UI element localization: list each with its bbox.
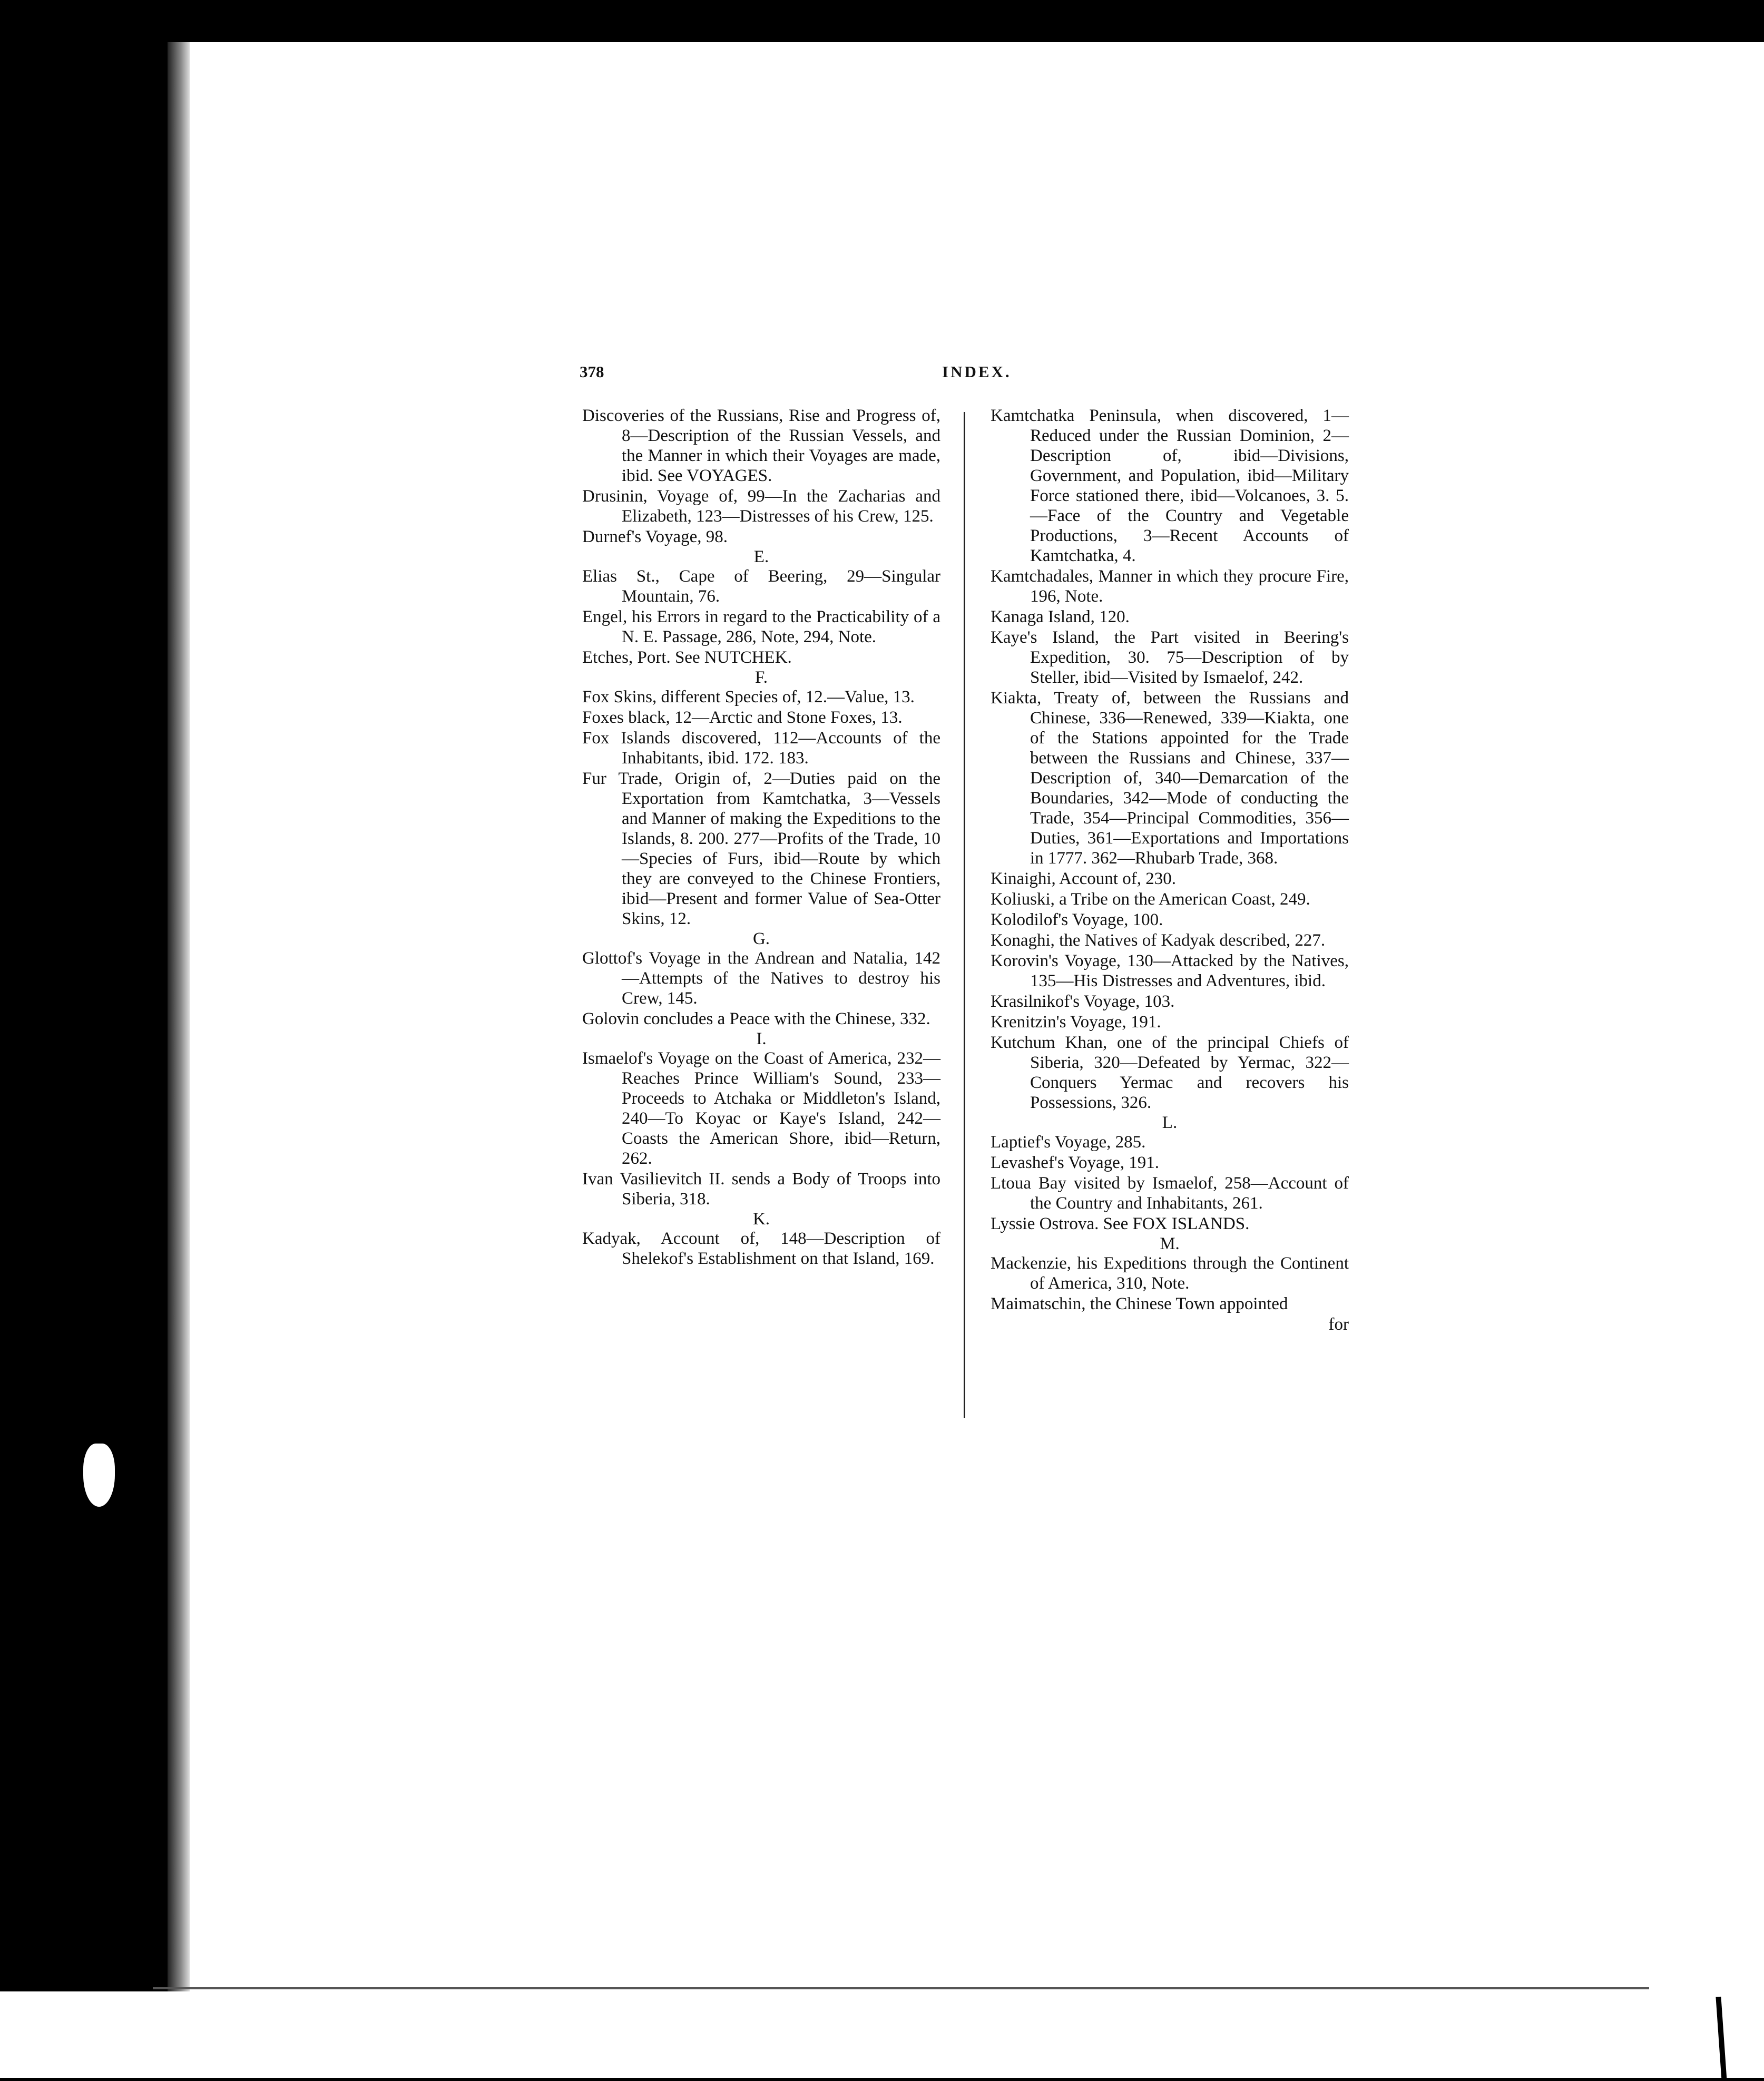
index-entry: Mackenzie, his Expeditions through the Continent of America, 310, Note. (991, 1254, 1349, 1293)
index-entry: Ismaelof's Voyage on the Coast of America, 232—Reaches Prince William's Sound, 233—Proceeds to Atchaka or Middleton's Island, 240—To Koyac or Kaye's Island, 242—Coasts the American Shore, ibid—Return, 262. (582, 1049, 940, 1168)
index-column-left (582, 406, 940, 1269)
section-letter: L. (1162, 1113, 1178, 1132)
bottom-margin-strip (0, 1991, 1764, 2078)
index-entry: Ivan Vasilievitch II. sends a Body of Troops into Siberia, 318. (582, 1170, 940, 1209)
index-entry: Koliuski, a Tribe on the American Coast, 249. (991, 890, 1310, 909)
index-entry: Konaghi, the Natives of Kadyak described, 227. (991, 931, 1326, 950)
index-entry: Ltoua Bay visited by Ismaelof, 258—Account of the Country and Inhabitants, 261. (991, 1174, 1349, 1213)
book-binding-edge (168, 42, 190, 1991)
index-entry: Drusinin, Voyage of, 99—In the Zacharias and Elizabeth, 123—Distresses of his Crew, 125. (582, 487, 940, 526)
index-entry: Fox Islands discovered, 112—Accounts of the Inhabitants, ibid. 172. 183. (582, 729, 940, 768)
index-entry: Fur Trade, Origin of, 2—Duties paid on the Exportation from Kamtchatka, 3—Vessels and Manner of making the Expeditions to the Islands, 8. 200. 277—Profits of the Trade, 10—Species of Furs, ibid—Route by which they are conveyed to the Chinese Frontiers, ibid—Present and former Value of Sea-Otter Skins, 12. (582, 769, 940, 928)
index-entry: Etches, Port. See NUTCHEK. (582, 648, 792, 667)
index-entry: Levashef's Voyage, 191. (991, 1153, 1159, 1172)
section-letter: F. (755, 668, 768, 687)
scan-artifact-blot (83, 1444, 115, 1507)
section-letter: K. (752, 1210, 770, 1229)
index-entry: Glottof's Voyage in the Andrean and Natalia, 142—Attempts of the Natives to destroy his Crew, 145. (582, 949, 940, 1008)
index-entry: Elias St., Cape of Beering, 29—Singular Mountain, 76. (582, 567, 940, 606)
index-entry: Lyssie Ostrova. See FOX ISLANDS. (991, 1214, 1250, 1233)
index-entry: Kaye's Island, the Part visited in Beering's Expedition, 30. 75—Description of by Steller, ibid—Visited by Ismaelof, 242. (991, 628, 1349, 687)
index-entry: Krasilnikof's Voyage, 103. (991, 992, 1175, 1011)
index-entry: Kiakta, Treaty of, between the Russians and Chinese, 336—Renewed, 339—Kiakta, one of the Stations appointed for the Trade between the Russians and Chinese, 337—Description of, 340—Demarcation of the Boundaries, 342—Mode of conducting the Trade, 354—Principal Commodities, 356—Duties, 361—Exportations and Importations in 1777. 362—Rhubarb Trade, 368. (991, 689, 1349, 868)
section-letter: I. (756, 1029, 767, 1048)
index-entry: Kutchum Khan, one of the principal Chiefs of Siberia, 320—Defeated by Yermac, 322—Conquers Yermac and recovers his Possessions, 326. (991, 1033, 1349, 1112)
index-entry: Kamtchatka Peninsula, when discovered, 1—Reduced under the Russian Dominion, 2—Description of, ibid—Divisions, Government, and Population, ibid—Military Force stationed there, ibid—Volcanoes, 3. 5.—Face of the Country and Vegetable Productions, 3—Recent Accounts of Kamtchatka, 4. (991, 406, 1349, 565)
index-entry: Kamtchadales, Manner in which they procure Fire, 196, Note. (991, 567, 1349, 606)
catchword: for (1328, 1315, 1349, 1334)
page-bottom-edge (153, 1987, 1649, 1989)
index-entry: Discoveries of the Russians, Rise and Progress of, 8—Description of the Russian Vessels, and the Manner in which their Voyages are made, ibid. See VOYAGES. (582, 406, 940, 485)
right-margin-strip (1647, 42, 1764, 2078)
index-entry: Krenitzin's Voyage, 191. (991, 1013, 1161, 1032)
page-header (580, 362, 1344, 394)
index-entry: Kinaighi, Account of, 230. (991, 869, 1176, 888)
index-entry: Maimatschin, the Chinese Town appointed (991, 1294, 1288, 1313)
index-entry: Korovin's Voyage, 130—Attacked by the Natives, 135—His Distresses and Adventures, ibid. (991, 951, 1349, 990)
index-entry: Laptief's Voyage, 285. (991, 1133, 1146, 1152)
index-entry: Golovin concludes a Peace with the Chinese, 332. (582, 1009, 930, 1028)
index-entry: Kadyak, Account of, 148—Description of Shelekof's Establishment on that Island, 169. (582, 1229, 940, 1268)
index-entry: Fox Skins, different Species of, 12.—Value, 13. (582, 688, 915, 706)
index-entry: Durnef's Voyage, 98. (582, 527, 728, 546)
column-divider (964, 412, 965, 1418)
section-letter: G. (752, 929, 770, 948)
section-letter: M. (1160, 1234, 1180, 1253)
index-entry: Engel, his Errors in regard to the Practicability of a N. E. Passage, 286, Note, 294, Note. (582, 607, 940, 646)
index-column-right (991, 406, 1349, 1334)
index-entry: Kanaga Island, 120. (991, 607, 1130, 626)
page-number: 378 (580, 362, 604, 381)
running-head: INDEX. (942, 362, 1012, 381)
index-entry: Kolodilof's Voyage, 100. (991, 910, 1163, 929)
section-letter: E. (753, 547, 769, 566)
index-entry: Foxes black, 12—Arctic and Stone Foxes, 13. (582, 708, 903, 727)
